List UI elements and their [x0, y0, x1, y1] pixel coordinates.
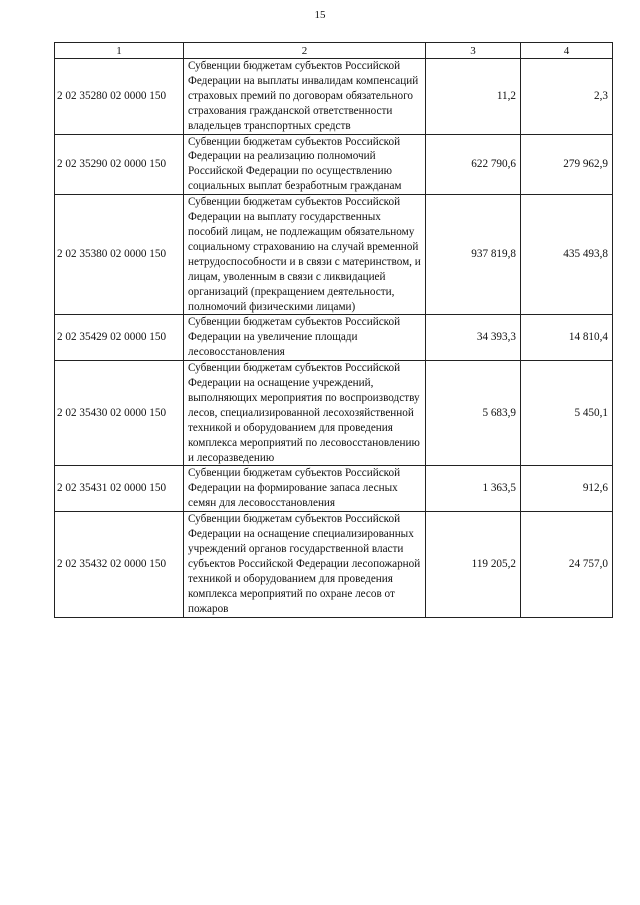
- value-col-3: 5 683,9: [426, 361, 521, 466]
- value-col-4: 24 757,0: [521, 512, 613, 617]
- row-description: Субвенции бюджетам субъектов Российской Федерации на реализацию полномочий Российской Федерации по осуществлению социальных выплат безработным гражданам: [184, 134, 426, 195]
- table-row: [55, 134, 613, 195]
- table-row: [55, 315, 613, 361]
- value-col-4: 912,6: [521, 466, 613, 512]
- table-row: [55, 512, 613, 617]
- value-col-4: 279 962,9: [521, 134, 613, 195]
- row-description: Субвенции бюджетам субъектов Российской Федерации на выплаты инвалидам компенсаций страховых премий по договорам обязательного страхования гражданской ответственности владельцев транспортных средств: [184, 59, 426, 135]
- table-row: [55, 361, 613, 466]
- page-number: 15: [314, 9, 326, 21]
- row-description: Субвенции бюджетам субъектов Российской Федерации на выплату государственных пособий лицам, не подлежащим обязательному социальному страхованию на случай временной нетрудоспособности и в связи с материнством, и лицам, уволенным в связи с ликвидацией организаций (прекращением деятельности, полномочий физическими лицами): [184, 195, 426, 315]
- table-header-row: [55, 43, 613, 59]
- column-header: 4: [521, 43, 613, 59]
- column-header: 1: [55, 43, 184, 59]
- value-col-4: 435 493,8: [521, 195, 613, 315]
- value-col-3: 1 363,5: [426, 466, 521, 512]
- row-description: Субвенции бюджетам субъектов Российской Федерации на формирование запаса лесных семян для лесовосстановления: [184, 466, 426, 512]
- budget-code: 2 02 35430 02 0000 150: [55, 361, 184, 466]
- budget-code: 2 02 35431 02 0000 150: [55, 466, 184, 512]
- budget-code: 2 02 35380 02 0000 150: [55, 195, 184, 315]
- value-col-4: 2,3: [521, 59, 613, 135]
- budget-code: 2 02 35290 02 0000 150: [55, 134, 184, 195]
- value-col-3: 11,2: [426, 59, 521, 135]
- value-col-4: 14 810,4: [521, 315, 613, 361]
- column-header: 3: [426, 43, 521, 59]
- row-description: Субвенции бюджетам субъектов Российской Федерации на оснащение учреждений, выполняющих мероприятия по воспроизводству лесов, специализированной лесохозяйственной техникой и оборудованием для проведения комплекса мероприятий по лесовосстановлению и лесоразведению: [184, 361, 426, 466]
- budget-code: 2 02 35429 02 0000 150: [55, 315, 184, 361]
- table-row: [55, 466, 613, 512]
- budget-code: 2 02 35280 02 0000 150: [55, 59, 184, 135]
- row-description: Субвенции бюджетам субъектов Российской Федерации на увеличение площади лесовосстановления: [184, 315, 426, 361]
- value-col-3: 622 790,6: [426, 134, 521, 195]
- row-description: Субвенции бюджетам субъектов Российской Федерации на оснащение специализированных учреждений органов государственной власти субъектов Российской Федерации лесопожарной техникой и оборудованием для проведения комплекса мероприятий по охране лесов от пожаров: [184, 512, 426, 617]
- budget-table: [54, 42, 613, 618]
- value-col-4: 5 450,1: [521, 361, 613, 466]
- column-header: 2: [184, 43, 426, 59]
- value-col-3: 937 819,8: [426, 195, 521, 315]
- table-row: [55, 59, 613, 135]
- value-col-3: 119 205,2: [426, 512, 521, 617]
- value-col-3: 34 393,3: [426, 315, 521, 361]
- table-row: [55, 195, 613, 315]
- budget-code: 2 02 35432 02 0000 150: [55, 512, 184, 617]
